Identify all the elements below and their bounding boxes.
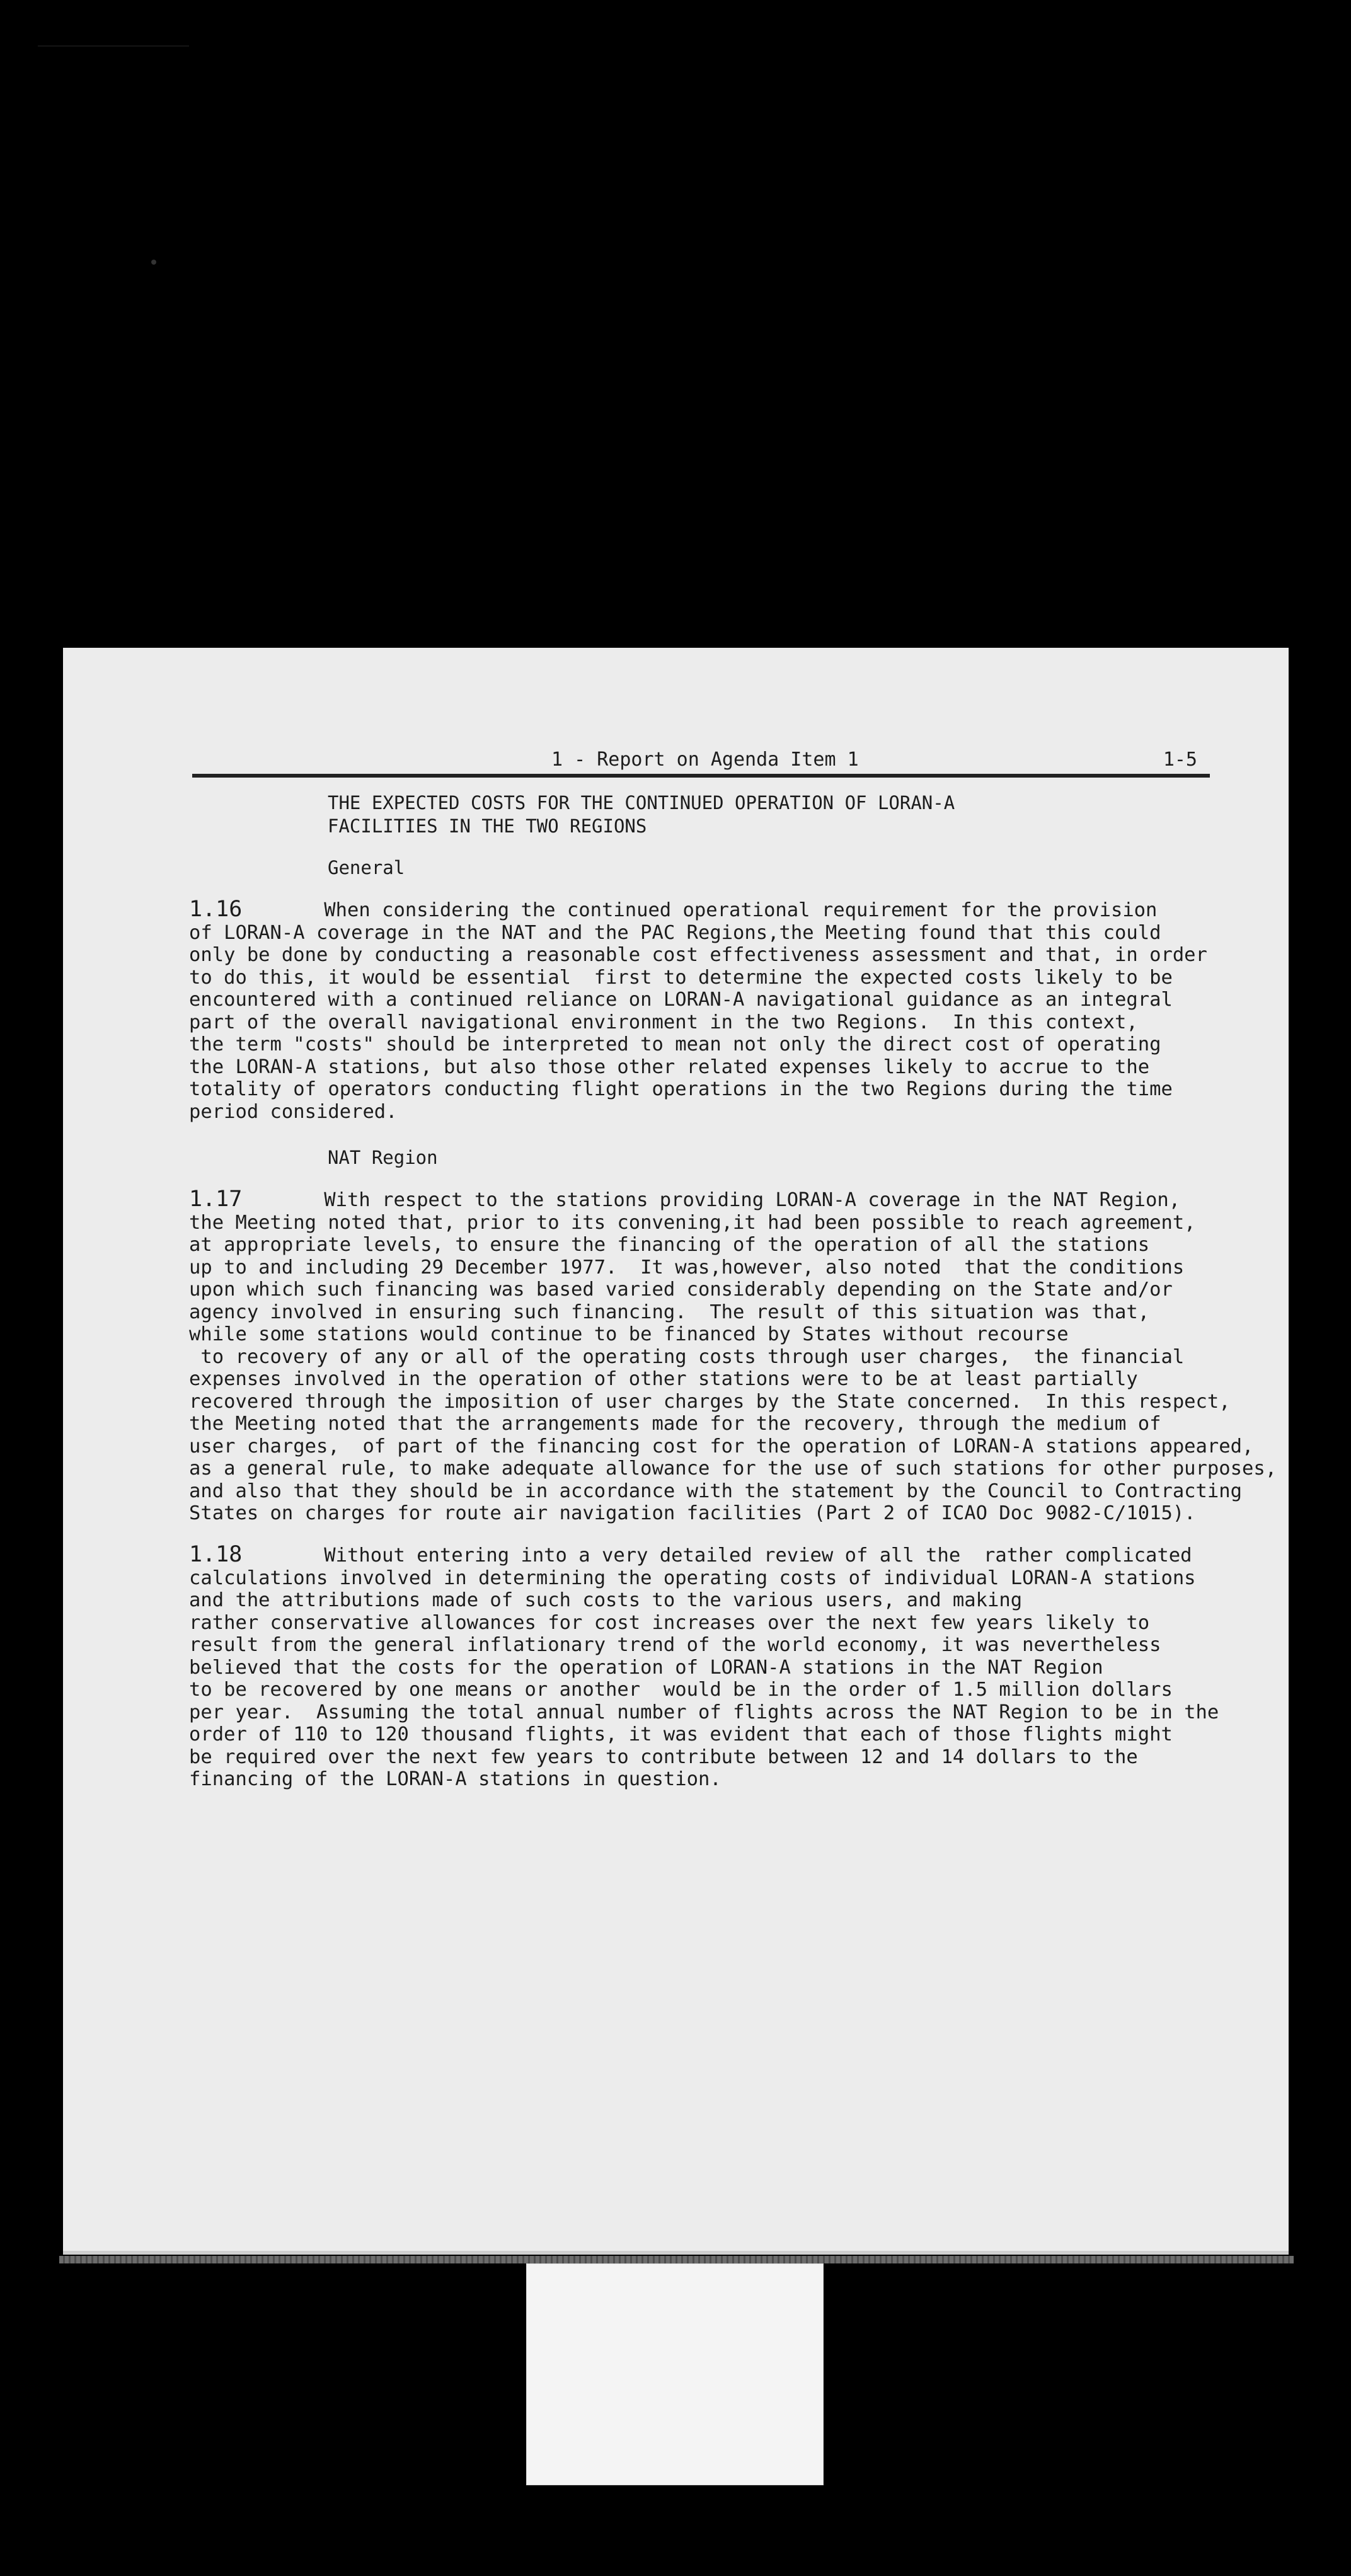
paragraph-line: to recovery of any or all of the operating costs through user charges, the financial (189, 1345, 1185, 1368)
header-title: 1 - Report on Agenda Item 1 (551, 749, 859, 771)
page-number: 1-5 (1163, 749, 1197, 771)
paragraph-line: With respect to the stations providing LORAN-A coverage in the NAT Region, (324, 1189, 1181, 1211)
title-line: FACILITIES IN THE TWO REGIONS (328, 815, 647, 837)
paragraph-line: per year. Assuming the total annual number of flights across the NAT Region to be in the (189, 1701, 1219, 1723)
paragraph-line: the Meeting noted that, prior to its convening,it had been possible to reach agreement, (189, 1211, 1196, 1234)
paragraph-line: up to and including 29 December 1977. It was,however, also noted that the conditions (189, 1256, 1185, 1279)
paragraph-line: to do this, it would be essential first to determine the expected costs likely to be (189, 966, 1173, 989)
page-tab (526, 2263, 824, 2485)
paragraph-line: financing of the LORAN-A stations in question. (189, 1768, 721, 1790)
film-speck (151, 260, 156, 265)
document-page (63, 648, 1289, 2255)
paragraph-line: believed that the costs for the operation of LORAN-A stations in the NAT Region (189, 1656, 1103, 1679)
paragraph-line: and the attributions made of such costs to the various users, and making (189, 1589, 1023, 1611)
title-line: THE EXPECTED COSTS FOR THE CONTINUED OPERATION OF LORAN-A (328, 792, 955, 814)
page-header (192, 737, 1210, 778)
paragraph-line: agency involved in ensuring such financing. The result of this situation was that, (189, 1301, 1150, 1323)
paragraph-line: the LORAN-A stations, but also those other related expenses likely to accrue to the (189, 1055, 1150, 1078)
paragraph-line: Without entering into a very detailed review of all the rather complicated (324, 1544, 1192, 1567)
film-speck (38, 45, 189, 47)
paragraph-line: result from the general inflationary trend of the world economy, it was nevertheless (189, 1634, 1161, 1656)
paragraph-line: rather conservative allowances for cost increases over the next few years likely to (189, 1611, 1150, 1634)
paragraph-line: part of the overall navigational environment in the two Regions. In this context, (189, 1011, 1138, 1033)
paragraph-number: 1.18 (189, 1542, 243, 1567)
subheading-general: General (328, 857, 405, 878)
paragraph-line: encountered with a continued reliance on LORAN-A navigational guidance as an integral (189, 989, 1173, 1011)
paragraph-number: 1.17 (189, 1187, 243, 1212)
paragraph-1-17 (189, 1187, 1277, 1525)
paragraph-line: States on charges for route air navigation facilities (Part 2 of ICAO Doc 9082-C/1015). (189, 1502, 1196, 1524)
paragraph-line: period considered. (189, 1100, 398, 1123)
paragraph-number: 1.16 (189, 897, 243, 922)
paragraph-line: of LORAN-A coverage in the NAT and the PAC Regions,the Meeting found that this could (189, 921, 1161, 944)
paragraph-line: When considering the continued operational requirement for the provision (324, 899, 1158, 921)
paragraph-line: be required over the next few years to contribute between 12 and 14 dollars to the (189, 1745, 1138, 1768)
paragraph-line: expenses involved in the operation of other stations were to be at least partially (189, 1368, 1138, 1390)
paragraph-line: the term "costs" should be interpreted to mean not only the direct cost of operating (189, 1033, 1161, 1055)
paragraph-1-16 (189, 899, 1273, 1123)
paragraph-line: as a general rule, to make adequate allowance for the use of such stations for other purposes, (189, 1458, 1277, 1480)
paragraph-line: order of 110 to 120 thousand flights, it was evident that each of those flights might (189, 1723, 1173, 1745)
paragraph-line: recovered through the imposition of user charges by the State concerned. In this respect, (189, 1390, 1231, 1413)
paragraph-line: totality of operators conducting flight operations in the two Regions during the time (189, 1078, 1173, 1100)
paragraph-line: while some stations would continue to be financed by States without recourse (189, 1323, 1069, 1345)
paragraph-1-18 (189, 1544, 1273, 1791)
section-title (328, 791, 955, 838)
paragraph-line: the Meeting noted that the arrangements made for the recovery, through the medium of (189, 1413, 1161, 1435)
paragraph-line: user charges, of part of the financing cost for the operation of LORAN-A stations appeared, (189, 1435, 1254, 1458)
paragraph-line: upon which such financing was based varied considerably depending on the State and/or (189, 1279, 1173, 1301)
paragraph-line: only be done by conducting a reasonable cost effectiveness assessment and that, in order (189, 944, 1207, 966)
paragraph-line: calculations involved in determining the operating costs of individual LORAN-A stations (189, 1567, 1196, 1589)
paragraph-line: to be recovered by one means or another would be in the order of 1.5 million dollars (189, 1679, 1173, 1701)
paragraph-line: and also that they should be in accordance with the statement by the Council to Contracting (189, 1480, 1242, 1502)
paragraph-line: at appropriate levels, to ensure the financing of the operation of all the stations (189, 1234, 1150, 1256)
subheading-nat-region: NAT Region (328, 1147, 438, 1168)
